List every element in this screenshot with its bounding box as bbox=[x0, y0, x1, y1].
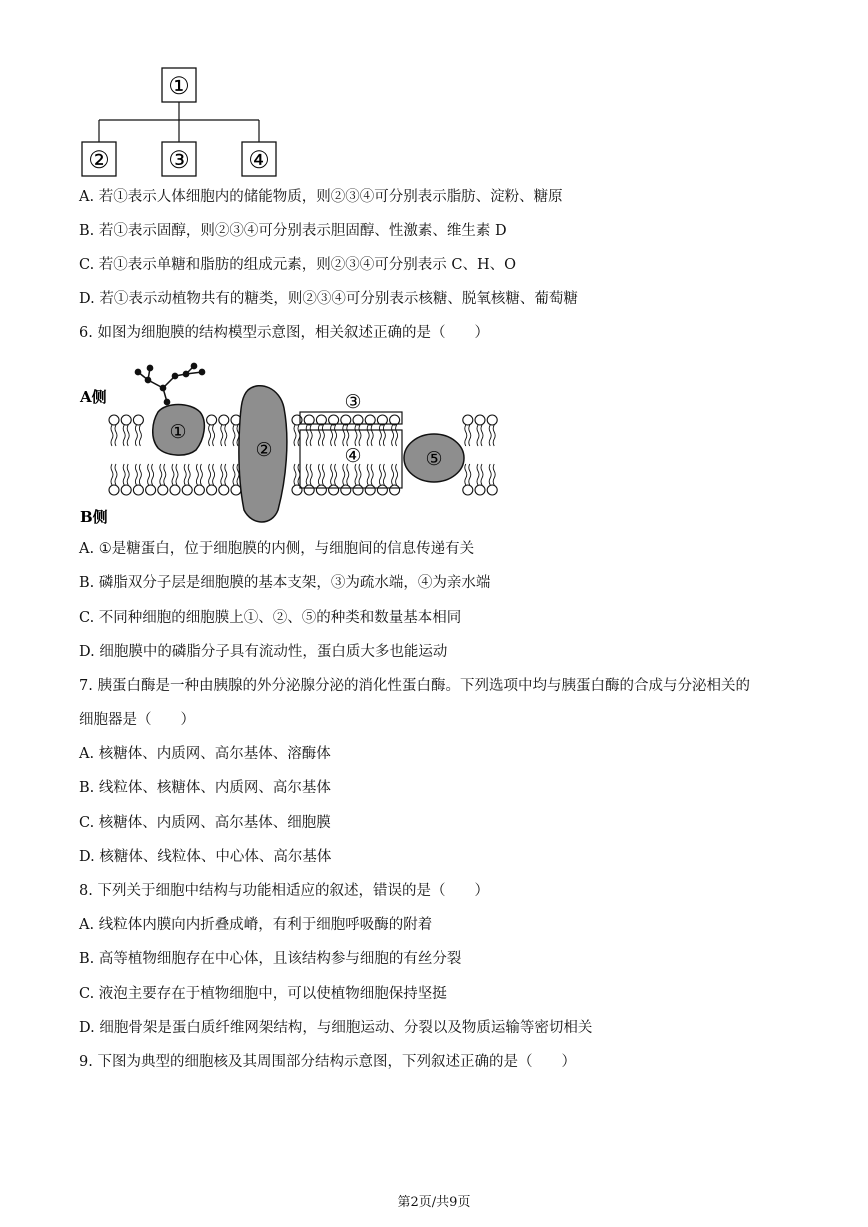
phospholipid bbox=[353, 464, 363, 495]
q7-option-d: D. 核糖体、线粒体、中心体、高尔基体 bbox=[79, 849, 332, 865]
side-a-label: A侧 bbox=[80, 388, 107, 406]
phospholipid bbox=[207, 415, 217, 446]
phospholipid bbox=[377, 464, 387, 495]
q6-option-c: C. 不同种细胞的细胞膜上①、②、⑤的种类和数量基本相同 bbox=[79, 610, 462, 626]
q5-option-c: C. 若①表示单糖和脂肪的组成元素，则②③④可分别表示 C、H、O bbox=[79, 257, 517, 273]
phospholipid bbox=[341, 464, 351, 495]
phospholipid bbox=[121, 464, 131, 495]
phospholipid bbox=[316, 464, 326, 495]
glycan-chain bbox=[135, 363, 204, 404]
phospholipid bbox=[487, 415, 497, 446]
phospholipid bbox=[475, 415, 485, 446]
q5-option-d: D. 若①表示动植物共有的糖类，则②③④可分别表示核糖、脱氧核糖、葡萄糖 bbox=[79, 291, 578, 307]
q8-option-b: B. 高等植物细胞存在中心体，且该结构参与细胞的有丝分裂 bbox=[79, 951, 462, 967]
q8-option-a: A. 线粒体内膜向内折叠成嵴，有利于细胞呼吸酶的附着 bbox=[79, 917, 433, 933]
phospholipid bbox=[365, 464, 375, 495]
phospholipid bbox=[158, 464, 168, 495]
label-4: ④ bbox=[344, 445, 362, 467]
q7-stem-line1: 7. 胰蛋白酶是一种由胰腺的外分泌腺分泌的消化性蛋白酶。下列选项中均与胰蛋白酶的合成与分泌相关的 bbox=[79, 678, 750, 694]
q8-option-c: C. 液泡主要存在于植物细胞中，可以使植物细胞保持坚挺 bbox=[79, 986, 447, 1002]
phospholipid bbox=[219, 464, 229, 495]
cell-membrane-figure bbox=[78, 360, 518, 530]
tree-label-top: ① bbox=[168, 72, 190, 100]
phospholipid bbox=[207, 464, 217, 495]
phospholipid bbox=[463, 464, 473, 495]
phospholipid bbox=[109, 415, 119, 446]
q8-stem: 8. 下列关于细胞中结构与功能相适应的叙述，错误的是（ ） bbox=[79, 883, 489, 899]
q7-option-a: A. 核糖体、内质网、高尔基体、溶酶体 bbox=[79, 746, 331, 762]
q8-option-d: D. 细胞骨架是蛋白质纤维网架结构，与细胞运动、分裂以及物质运输等密切相关 bbox=[79, 1020, 593, 1036]
phospholipid bbox=[487, 464, 497, 495]
label-5: ⑤ bbox=[425, 448, 443, 470]
side-b-label: B侧 bbox=[80, 508, 108, 526]
q6-option-d: D. 细胞膜中的磷脂分子具有流动性，蛋白质大多也能运动 bbox=[79, 644, 448, 660]
phospholipid bbox=[219, 415, 229, 446]
phospholipid bbox=[463, 415, 473, 446]
tree-label-middle: ③ bbox=[168, 146, 190, 174]
phospholipid bbox=[121, 415, 131, 446]
phospholipid bbox=[194, 464, 204, 495]
q6-option-b: B. 磷脂双分子层是细胞膜的基本支架，③为疏水端，④为亲水端 bbox=[79, 575, 491, 591]
tree-diagram bbox=[78, 64, 278, 180]
tree-label-right: ④ bbox=[248, 146, 270, 174]
phospholipid bbox=[390, 464, 400, 495]
label-1: ① bbox=[169, 421, 187, 443]
page-footer: 第2页/共9页 bbox=[397, 1195, 471, 1210]
q5-option-a: A. 若①表示人体细胞内的储能物质，则②③④可分别表示脂肪、淀粉、糖原 bbox=[79, 189, 563, 205]
q7-option-c: C. 核糖体、内质网、高尔基体、细胞膜 bbox=[79, 815, 331, 831]
phospholipid bbox=[170, 464, 180, 495]
label-2: ② bbox=[255, 439, 273, 461]
phospholipid bbox=[133, 464, 143, 495]
q5-option-b: B. 若①表示固醇，则②③④可分别表示胆固醇、性激素、维生素 D bbox=[79, 223, 507, 239]
label-3: ③ bbox=[344, 391, 362, 413]
phospholipid bbox=[133, 415, 143, 446]
q6-stem: 6. 如图为细胞膜的结构模型示意图，相关叙述正确的是（ ） bbox=[79, 325, 489, 341]
phospholipid bbox=[109, 464, 119, 495]
phospholipid bbox=[304, 464, 314, 495]
q7-option-b: B. 线粒体、核糖体、内质网、高尔基体 bbox=[79, 780, 331, 796]
phospholipid bbox=[475, 464, 485, 495]
q7-stem-line2: 细胞器是（ ） bbox=[79, 712, 195, 728]
q9-stem: 9. 下图为典型的细胞核及其周围部分结构示意图，下列叙述正确的是（ ） bbox=[79, 1054, 576, 1070]
phospholipid bbox=[146, 464, 156, 495]
phospholipid bbox=[182, 464, 192, 495]
q6-option-a: A. ①是糖蛋白，位于细胞膜的内侧，与细胞间的信息传递有关 bbox=[79, 541, 475, 557]
phospholipid bbox=[329, 464, 339, 495]
tree-label-left: ② bbox=[88, 146, 110, 174]
